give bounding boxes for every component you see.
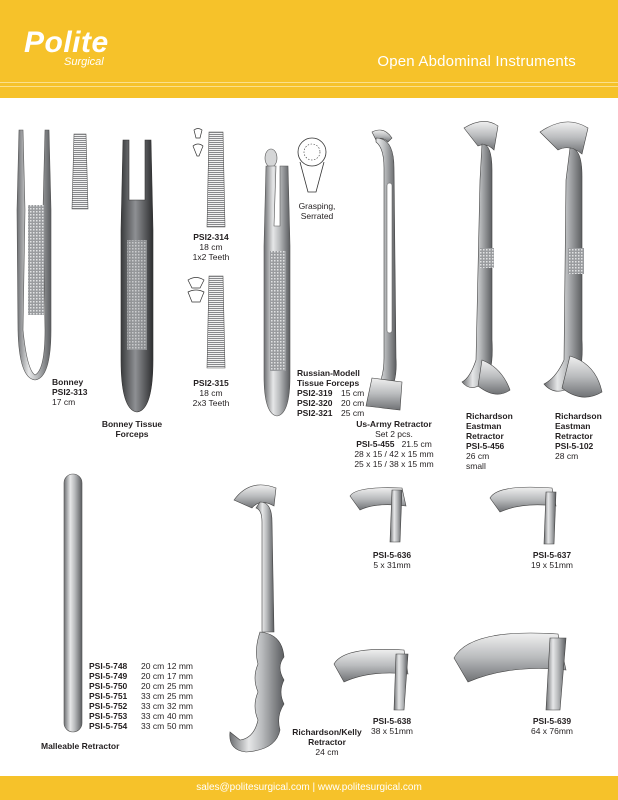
- malleable-width: 17 mm: [167, 671, 193, 681]
- us-army-name: Us-Army Retractor: [356, 419, 432, 429]
- malleable-code: PSI-5-748: [89, 661, 128, 671]
- richardson-102-l1: Richardson: [555, 411, 602, 421]
- russian-name-2: Tissue Forceps: [297, 378, 360, 388]
- malleable-length: 33 cm: [141, 691, 165, 701]
- russian-tissue-forceps-illustration: [262, 146, 292, 416]
- us-army-retractor-illustration: [362, 128, 412, 410]
- us-army-dim-1: 28 x 15 / 42 x 15 mm: [354, 449, 434, 459]
- psi-5-639-dim: 64 x 76mm: [530, 726, 574, 736]
- header-stripe: [0, 86, 618, 87]
- us-army-dim-2: 25 x 15 / 38 x 15 mm: [354, 459, 434, 469]
- grasping-line-2: Serrated: [300, 211, 334, 221]
- us-army-code: PSI-5-455: [356, 439, 395, 449]
- russian-size: 25 cm: [341, 408, 365, 418]
- richardson-456-note: small: [466, 461, 486, 471]
- psi-5-639-retractor-illustration: [450, 628, 582, 712]
- richardson-456-l1: Richardson: [466, 411, 513, 421]
- teeth-1x2-icon: [190, 128, 206, 158]
- malleable-code: PSI-5-754: [89, 721, 128, 731]
- grasping-line-1: Grasping,: [298, 201, 336, 211]
- malleable-code: PSI-5-749: [89, 671, 128, 681]
- russian-size: 15 cm: [341, 388, 365, 398]
- malleable-retractor-illustration: [62, 474, 86, 734]
- malleable-code: PSI-5-752: [89, 701, 128, 711]
- richardson-456-l2: Eastman: [466, 421, 502, 431]
- footer-contact: sales@politesurgical.com | www.politesurgical.com: [196, 782, 422, 793]
- malleable-width: 25 mm: [167, 691, 193, 701]
- psi-5-638-code: PSI-5-638: [372, 716, 412, 726]
- bonney-tissue-name-2: Forceps: [115, 429, 149, 439]
- richardson-456-l3: Retractor: [466, 431, 504, 441]
- psi-5-639-code: PSI-5-639: [532, 716, 572, 726]
- psi2-315-teeth: 2x3 Teeth: [192, 398, 230, 408]
- psi-5-636-dim: 5 x 31mm: [373, 560, 411, 570]
- richardson-kelly-retractor-illustration: [226, 482, 306, 762]
- psi-5-636-code: PSI-5-636: [372, 550, 412, 560]
- richardson-456-code: PSI-5-456: [466, 441, 505, 451]
- psi-5-637-retractor-illustration: [486, 484, 566, 546]
- malleable-length: 20 cm: [141, 661, 165, 671]
- malleable-length: 33 cm: [141, 701, 165, 711]
- psi-5-637-dim: 19 x 51mm: [530, 560, 574, 570]
- us-army-size: 21.5 cm: [401, 439, 432, 449]
- brand-logo: Polite: [24, 26, 109, 59]
- psi2-314-teeth: 1x2 Teeth: [192, 252, 230, 262]
- us-army-set: Set 2 pcs.: [375, 429, 413, 439]
- malleable-width: 50 mm: [167, 721, 193, 731]
- malleable-name: Malleable Retractor: [41, 741, 120, 751]
- brand-logo-sub: Surgical: [64, 56, 104, 68]
- psi-5-637-code: PSI-5-637: [532, 550, 572, 560]
- bonney-tissue-forceps-illustration: [117, 140, 157, 412]
- bonney-forceps-illustration: [15, 130, 55, 380]
- psi2-315-jaw-detail: [206, 276, 226, 372]
- russian-code: PSI2-319: [297, 388, 333, 398]
- psi2-315-size: 18 cm: [199, 388, 223, 398]
- kelly-size: 24 cm: [315, 747, 339, 757]
- bonney-name: Bonney: [52, 377, 84, 387]
- psi-5-636-retractor-illustration: [346, 484, 416, 544]
- psi2-314-jaw-detail: [206, 132, 226, 232]
- malleable-code: PSI-5-750: [89, 681, 128, 691]
- footer-band: [0, 776, 618, 800]
- psi-5-638-dim: 38 x 51mm: [370, 726, 414, 736]
- malleable-code: PSI-5-753: [89, 711, 128, 721]
- malleable-length: 20 cm: [141, 681, 165, 691]
- psi2-314-size: 18 cm: [199, 242, 223, 252]
- malleable-width: 12 mm: [167, 661, 193, 671]
- bonney-jaw-detail: [70, 134, 90, 214]
- malleable-length: 33 cm: [141, 711, 165, 721]
- richardson-102-size: 28 cm: [555, 451, 579, 461]
- richardson-102-l3: Retractor: [555, 431, 593, 441]
- psi2-315-code: PSI2-315: [193, 378, 229, 388]
- header-band: [0, 0, 618, 98]
- malleable-width: 40 mm: [167, 711, 193, 721]
- bonney-code: PSI2-313: [52, 387, 88, 397]
- psi2-314-code: PSI2-314: [193, 232, 229, 242]
- russian-code: PSI2-320: [297, 398, 333, 408]
- russian-name-1: Russian-Modell: [297, 368, 360, 378]
- bonney-size: 17 cm: [52, 397, 76, 407]
- malleable-length: 20 cm: [141, 671, 165, 681]
- richardson-eastman-102-illustration: [536, 120, 606, 402]
- bonney-tissue-name-1: Bonney Tissue: [101, 419, 163, 429]
- russian-code: PSI2-321: [297, 408, 333, 418]
- kelly-name-1: Richardson/Kelly: [292, 727, 362, 737]
- teeth-2x3-icon: [186, 276, 206, 304]
- grasping-jaw-detail: [296, 136, 328, 196]
- richardson-456-size: 26 cm: [466, 451, 490, 461]
- malleable-width: 25 mm: [167, 681, 193, 691]
- malleable-width: 32 mm: [167, 701, 193, 711]
- page-title: Open Abdominal Instruments: [377, 53, 576, 70]
- richardson-102-code: PSI-5-102: [555, 441, 594, 451]
- header-stripe: [0, 82, 618, 83]
- malleable-size-table: [89, 661, 197, 731]
- malleable-length: 33 cm: [141, 721, 165, 731]
- malleable-code: PSI-5-751: [89, 691, 128, 701]
- russian-size: 20 cm: [341, 398, 365, 408]
- kelly-name-2: Retractor: [308, 737, 346, 747]
- richardson-102-l2: Eastman: [555, 421, 591, 431]
- richardson-eastman-456-illustration: [456, 120, 518, 400]
- psi-5-638-retractor-illustration: [330, 644, 420, 712]
